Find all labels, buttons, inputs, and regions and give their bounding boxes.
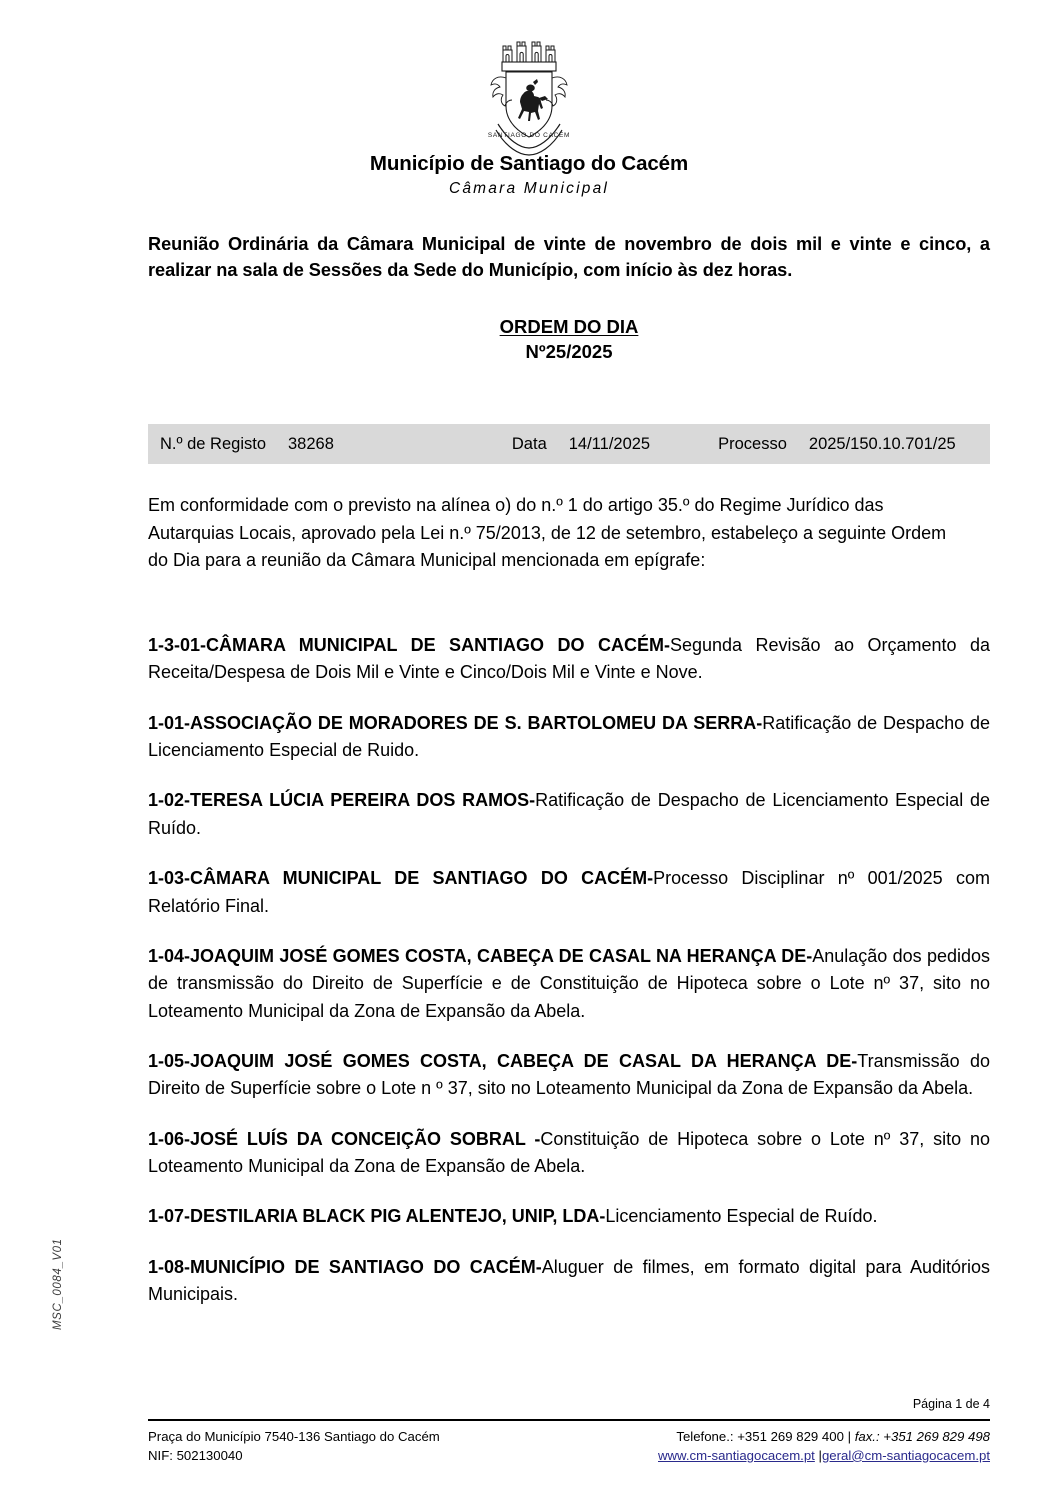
agenda-item-description: Ratificação de Despacho de Licenciamento Especial de Ruido. (148, 712, 990, 761)
agenda-item-description: Processo Disciplinar nº 001/2025 com Relatório Final. (148, 868, 990, 916)
agenda-item-description: Transmissão do Direito de Superfície sobre o Lote n º 37, sito no Loteamento Municipal da Zona de Expansão da Abela. (148, 1050, 990, 1099)
document-number: Nº25/2025 (525, 340, 613, 362)
agenda-item (148, 1048, 990, 1103)
footer-address (148, 1428, 440, 1465)
footer-divider (148, 1419, 990, 1421)
registry-number-value: 38268 (288, 434, 334, 453)
agenda-item (148, 1203, 990, 1230)
agenda-item-description: Aluguer de filmes, em formato digital para Auditórios Municipais. (148, 1256, 990, 1305)
footer-phone: Telefone.: +351 269 829 400 (676, 1429, 844, 1444)
registry-date-value: 14/11/2025 (568, 434, 651, 453)
agenda-item-description: Anulação dos pedidos de transmissão do Direito de Superfície e de Constituição de Hipoteca sobre o Lote nº 37, sito no Loteamento Municipal da Zona de Expansão da Abela. (148, 945, 990, 1021)
agenda-item-code: 1-02-TERESA LÚCIA PEREIRA DOS RAMOS- (148, 790, 536, 811)
agenda-item-description: Licenciamento Especial de Ruído. (605, 1206, 878, 1227)
agenda-item (148, 943, 990, 1025)
agenda-item-description: Segunda Revisão ao Orçamento da Receita/Despesa de Dois Mil e Vinte e Cinco/Dois Mil e Vinte e Nove. (148, 635, 990, 683)
agenda-item-code: 1-04-JOAQUIM JOSÉ GOMES COSTA, CABEÇA DE CASAL NA HERANÇA DE- (148, 945, 813, 966)
agenda-item-code: 1-05-JOAQUIM JOSÉ GOMES COSTA, CABEÇA DE CASAL DA HERANÇA DE- (148, 1050, 858, 1071)
footer-phone-row (658, 1428, 990, 1447)
registry-number-label: N.º de Registo (160, 434, 266, 453)
crest-container (0, 38, 1058, 156)
agenda-item (148, 632, 990, 687)
footer-address-line-2: NIF: 502130040 (148, 1447, 243, 1463)
agenda-item (148, 865, 990, 920)
organization-subtitle: Câmara Municipal (448, 180, 610, 197)
registry-process-value: 2025/150.10.701/25 (808, 434, 956, 453)
footer-contacts (658, 1428, 990, 1465)
page-number: Página 1 de 4 (912, 1397, 990, 1411)
agenda-item-description: Ratificação de Despacho de Licenciamento Especial de Ruído. (148, 790, 990, 838)
registry-bar (148, 424, 990, 464)
footer-website-link[interactable]: www.cm-santiagocacem.pt (658, 1447, 815, 1463)
document-code-label: MSC_0084_V01 (52, 1238, 64, 1330)
footer-separator-icon-2: | (818, 1447, 822, 1463)
document-heading (148, 315, 990, 364)
agenda-item-code: 1-08-MUNICÍPIO DE SANTIAGO DO CACÉM- (148, 1256, 542, 1277)
agenda-item (148, 1126, 990, 1181)
svg-text:SANTIAGO DO CACÉM: SANTIAGO DO CACÉM (487, 132, 571, 139)
intro-paragraph: Em conformidade com o previsto na alínea o) do n.º 1 do artigo 35.º do Regime Jurídico das Autarquias Locais, aprovado pela Lei n.º 75/2013, de 12 de setembro, estabeleço a seguinte Ordem do Dia para a reunião da Câmara Municipal mencionada em epígrafe: (148, 495, 947, 571)
registry-process-label: Processo (718, 434, 787, 453)
agenda-item-code: 1-01-ASSOCIAÇÃO DE MORADORES DE S. BARTOLOMEU DA SERRA- (148, 712, 763, 733)
meeting-description: Reunião Ordinária da Câmara Municipal de vinte de novembro de dois mil e vinte e cinco, a realizar na sala de Sessões da Sede do Município, com início às dez horas. (148, 234, 990, 280)
agenda-item-code: 1-03-CÂMARA MUNICIPAL DE SANTIAGO DO CACÉM- (148, 868, 654, 889)
registry-date-label: Data (511, 434, 547, 453)
agenda-item-description: Constituição de Hipoteca sobre o Lote nº 37, sito no Loteamento Municipal da Zona de Expansão de Abela. (148, 1128, 990, 1177)
document-title: ORDEM DO DIA (499, 316, 639, 337)
agenda-item-code: 1-06-JOSÉ LUÍS DA CONCEIÇÃO SOBRAL - (148, 1128, 541, 1149)
agenda-item (148, 710, 990, 765)
footer-separator-icon: | (847, 1429, 852, 1444)
footer-links-row (658, 1447, 990, 1466)
coat-of-arms-icon (481, 38, 577, 156)
footer-fax: fax.: +351 269 829 498 (854, 1429, 990, 1444)
organization-title: Município de Santiago do Cacém (369, 152, 689, 175)
footer-address-line-1: Praça do Município 7540-136 Santiago do Cacém (148, 1429, 440, 1444)
agenda-item (148, 787, 990, 842)
agenda-item-code: 1-3-01-CÂMARA MUNICIPAL DE SANTIAGO DO CACÉM- (148, 635, 670, 655)
footer-email-link[interactable]: geral@cm-santiagocacem.pt (821, 1447, 990, 1463)
agenda-item-code: 1-07-DESTILARIA BLACK PIG ALENTEJO, UNIP, LDA- (148, 1206, 606, 1227)
agenda-item (148, 1254, 990, 1309)
agenda-list (148, 632, 990, 1308)
page-footer (148, 1428, 990, 1465)
